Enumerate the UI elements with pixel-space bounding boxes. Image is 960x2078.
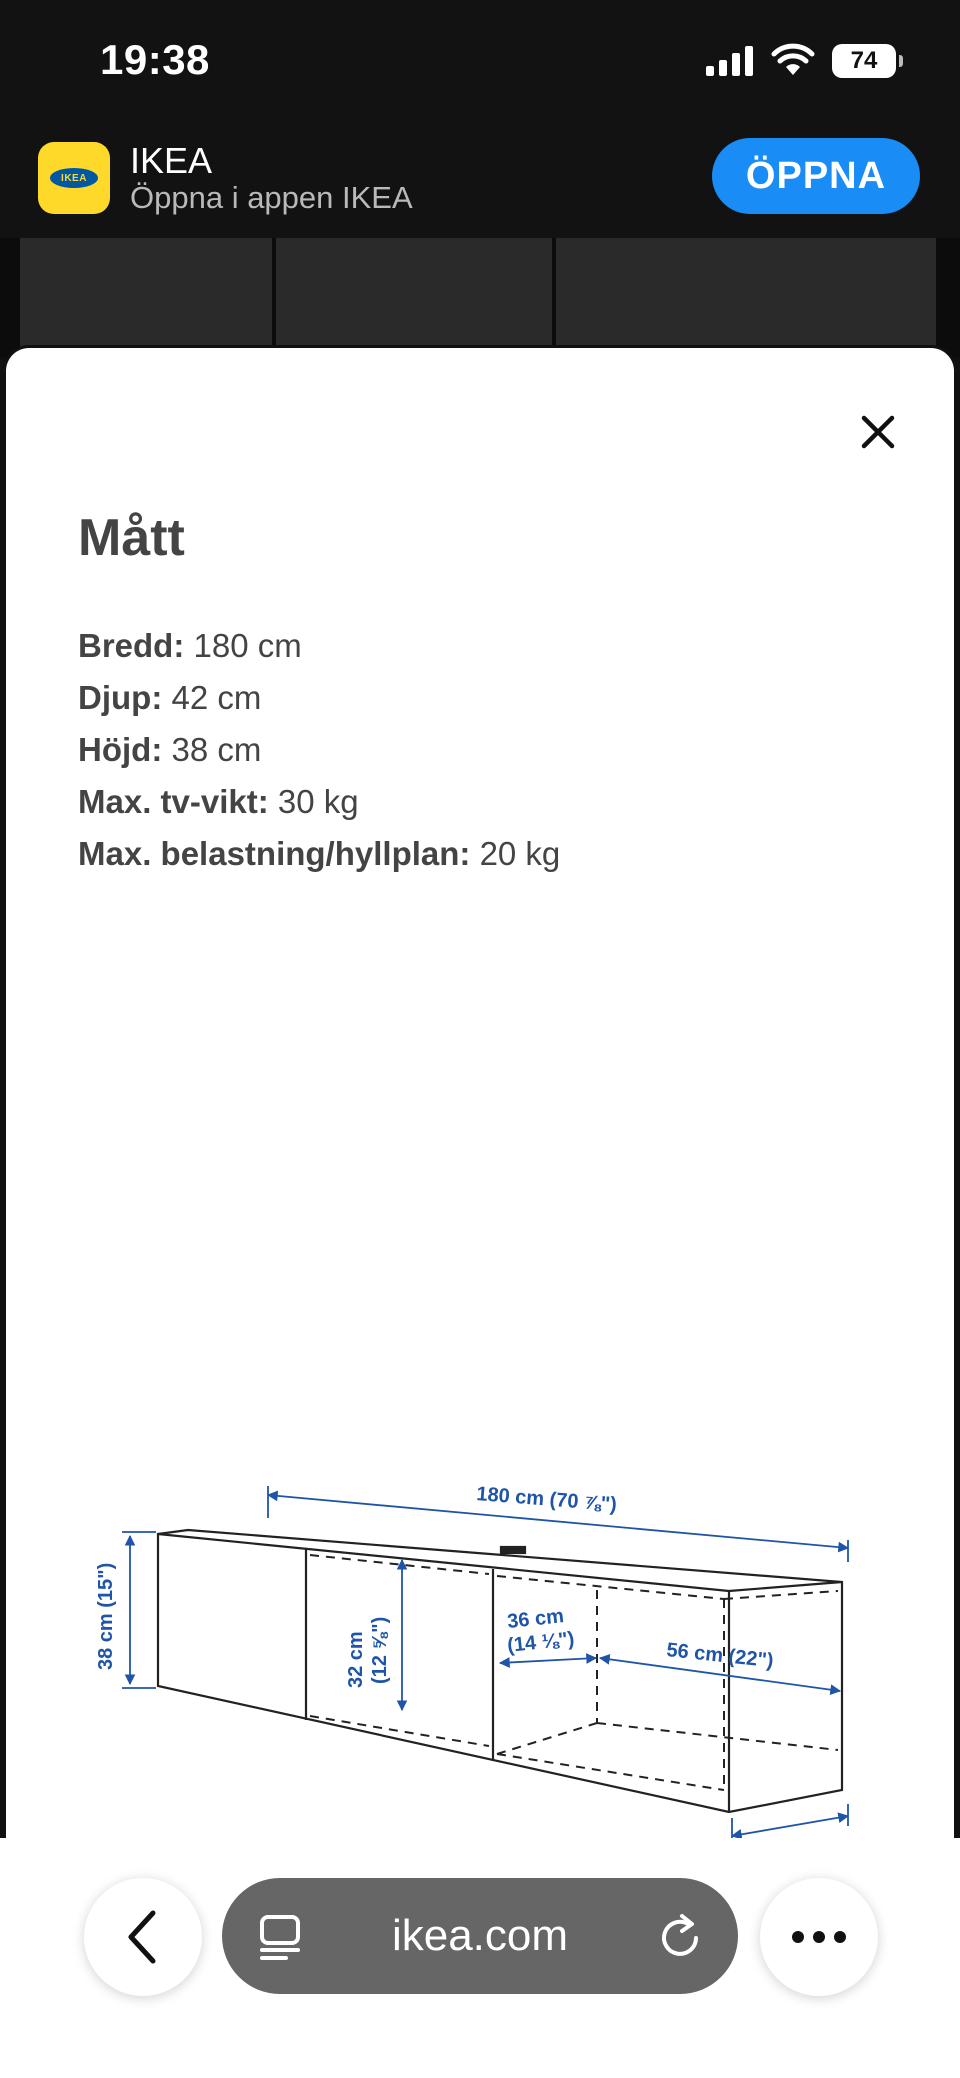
cabinet-front-edge [158, 1534, 729, 1812]
back-button[interactable] [84, 1878, 202, 1996]
spec-value: 38 cm [171, 731, 262, 768]
spec-height [78, 724, 560, 776]
inner-depth-label-inch: (14 ⅛") [506, 1628, 576, 1657]
close-icon [854, 408, 902, 456]
inner-depth-label: 36 cm [506, 1605, 565, 1633]
spec-max-shelf-load [78, 828, 560, 880]
spec-max-tv-weight [78, 776, 560, 828]
browser-toolbar [0, 1838, 960, 2078]
spec-label: Bredd: [78, 627, 185, 664]
sheet-title: Mått [78, 509, 185, 567]
spec-label: Höjd: [78, 731, 163, 768]
spec-label: Djup: [78, 679, 163, 716]
cable-outlet [501, 1547, 525, 1553]
background-product-panel [556, 238, 936, 358]
wifi-icon [772, 45, 814, 77]
dimension-diagram [6, 1118, 960, 1738]
dimensions-sheet [3, 345, 957, 1845]
cellular-signal-icon [706, 46, 754, 76]
spec-depth [78, 672, 560, 724]
background-product-panel [20, 238, 272, 358]
width-dimension-label: 180 cm (70 ⅞") [475, 1483, 618, 1517]
spec-value: 20 kg [479, 835, 561, 872]
cabinet-body [158, 1530, 842, 1812]
background-page [0, 238, 960, 358]
spec-value: 30 kg [277, 783, 359, 820]
tab-overview-icon[interactable] [258, 1914, 302, 1960]
compartment-width-label: 56 cm (22") [665, 1639, 775, 1673]
status-bar [0, 0, 960, 130]
ikea-logo-text: IKEA [50, 168, 98, 188]
spec-width [78, 620, 560, 672]
spec-value: 42 cm [171, 679, 262, 716]
app-subtitle: Öppna i appen IKEA [130, 180, 413, 215]
spec-value: 180 cm [193, 627, 302, 664]
dimension-spec-list [78, 620, 560, 880]
app-name: IKEA [130, 140, 213, 181]
smart-app-banner [0, 130, 960, 238]
close-button[interactable] [854, 408, 902, 456]
spec-label: Max. tv-vikt: [78, 783, 269, 820]
more-horizontal-icon [791, 1930, 847, 1944]
spec-label: Max. belastning/hyllplan: [78, 835, 471, 872]
status-icons [706, 44, 896, 78]
height-dimension-label: 38 cm (15") [95, 1562, 117, 1670]
address-bar[interactable] [222, 1878, 738, 1994]
battery-indicator: 74 [832, 44, 896, 78]
ikea-app-logo [38, 142, 110, 214]
status-time: 19:38 [100, 36, 210, 83]
open-app-button[interactable]: ÖPPNA [712, 138, 920, 214]
inner-height-label-inch: (12 ⅝") [369, 1616, 391, 1684]
url-text: ikea.com [391, 1911, 569, 1960]
background-product-panel [276, 238, 552, 358]
more-options-button[interactable] [760, 1878, 878, 1996]
reload-icon[interactable] [658, 1912, 704, 1960]
chevron-left-icon [123, 1909, 163, 1965]
inner-height-label: 32 cm [345, 1631, 367, 1688]
